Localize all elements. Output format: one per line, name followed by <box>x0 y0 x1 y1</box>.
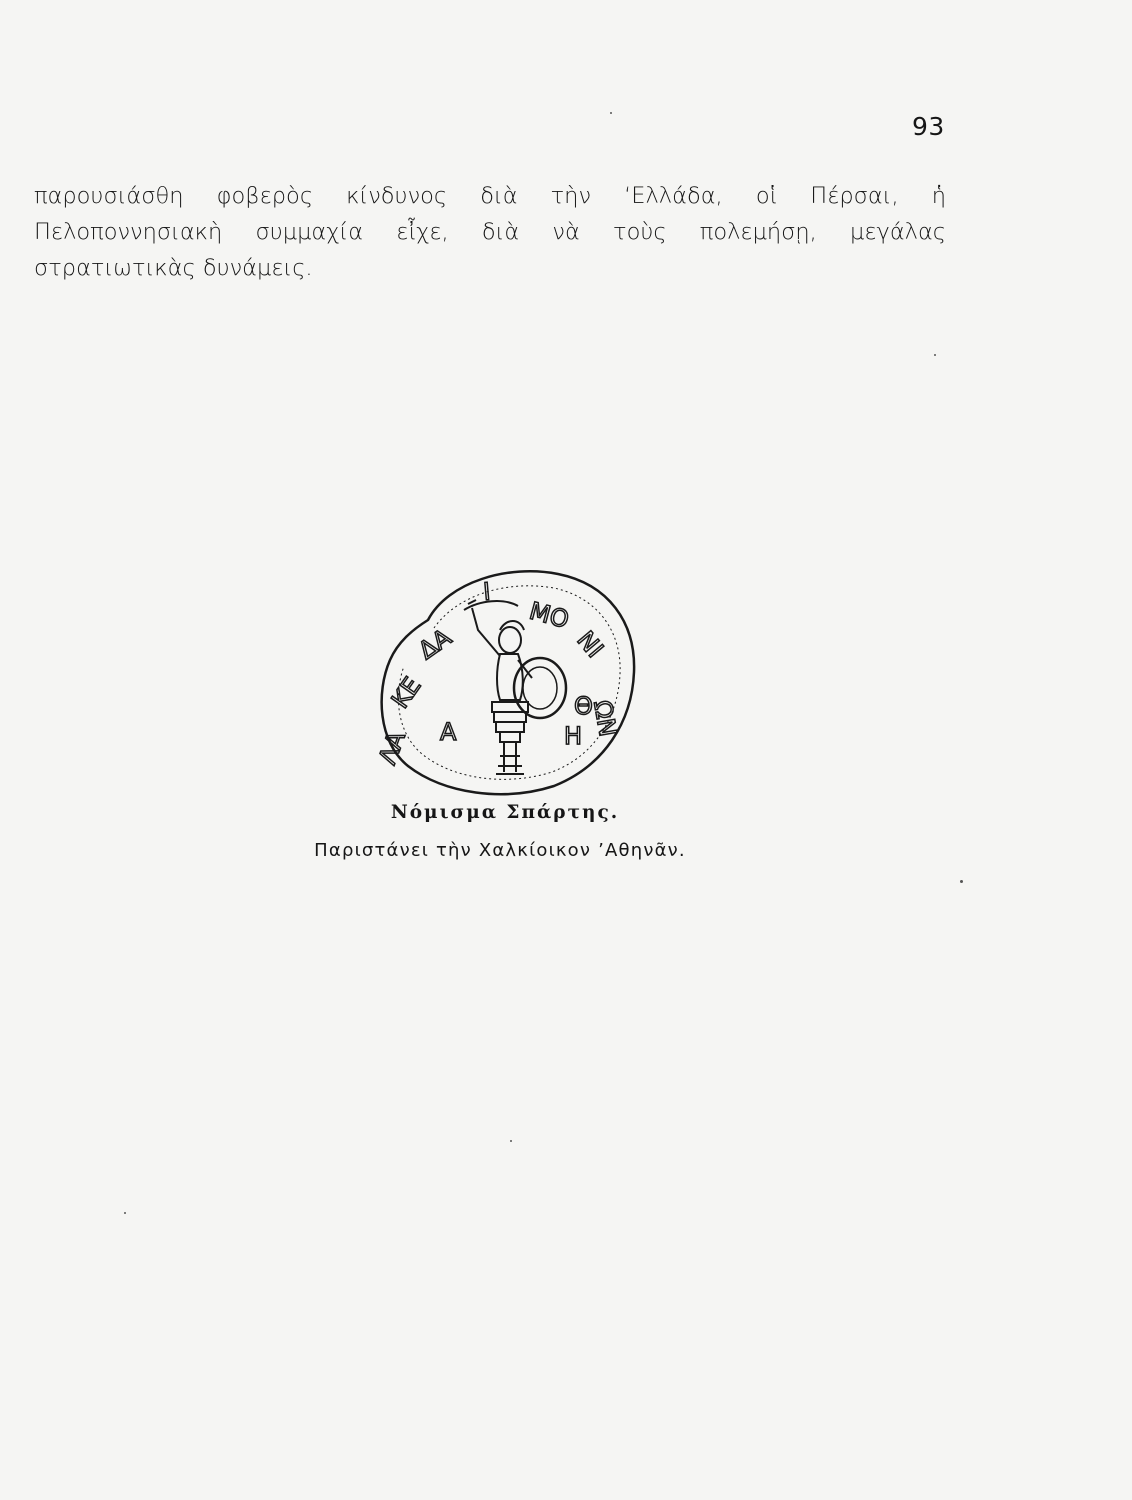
page-number: 93 <box>912 112 945 141</box>
svg-text:ΝΙ: ΝΙ <box>571 625 609 664</box>
svg-text:Α: Α <box>440 718 457 746</box>
spartan-coin-illustration <box>368 560 640 800</box>
scan-speck <box>510 1140 512 1142</box>
text-line-2: Πελοποννησιακὴ συμμαχία εἶχε, διὰ νὰ τοὺς πολεμήσῃ, μεγάλας <box>34 219 946 245</box>
svg-text:Η: Η <box>564 722 583 750</box>
scan-speck <box>610 112 612 114</box>
svg-text:ΚΕ: ΚΕ <box>385 672 427 714</box>
scan-speck <box>960 880 963 883</box>
text-line-1: παρουσιάσθη φοβερὸς κίνδυνος διὰ τὴν ‘Ελλάδα, οἱ Πέρσαι, ἡ <box>34 183 946 209</box>
svg-text:ΜΟ: ΜΟ <box>526 596 572 635</box>
text-line-3: στρατιωτικὰς δυνάμεις. <box>34 255 313 281</box>
scan-speck <box>934 354 936 356</box>
svg-text:Θ: Θ <box>574 692 593 720</box>
figure-caption-subtitle: Παριστάνει τὴν Χαλκίοικον ’Αθηνᾶν. <box>314 840 686 861</box>
svg-text:Ι: Ι <box>482 577 492 606</box>
svg-text:ΔΑ: ΔΑ <box>413 623 457 665</box>
athena-figure <box>499 627 521 653</box>
scan-speck <box>124 1212 126 1214</box>
svg-text:ΩΝ: ΩΝ <box>588 698 622 739</box>
figure-caption-title: Νόμισμα Σπάρτης. <box>390 802 620 823</box>
body-paragraph <box>34 178 946 286</box>
svg-text:ΛΑ: ΛΑ <box>373 727 411 769</box>
coin-outline <box>382 571 634 794</box>
